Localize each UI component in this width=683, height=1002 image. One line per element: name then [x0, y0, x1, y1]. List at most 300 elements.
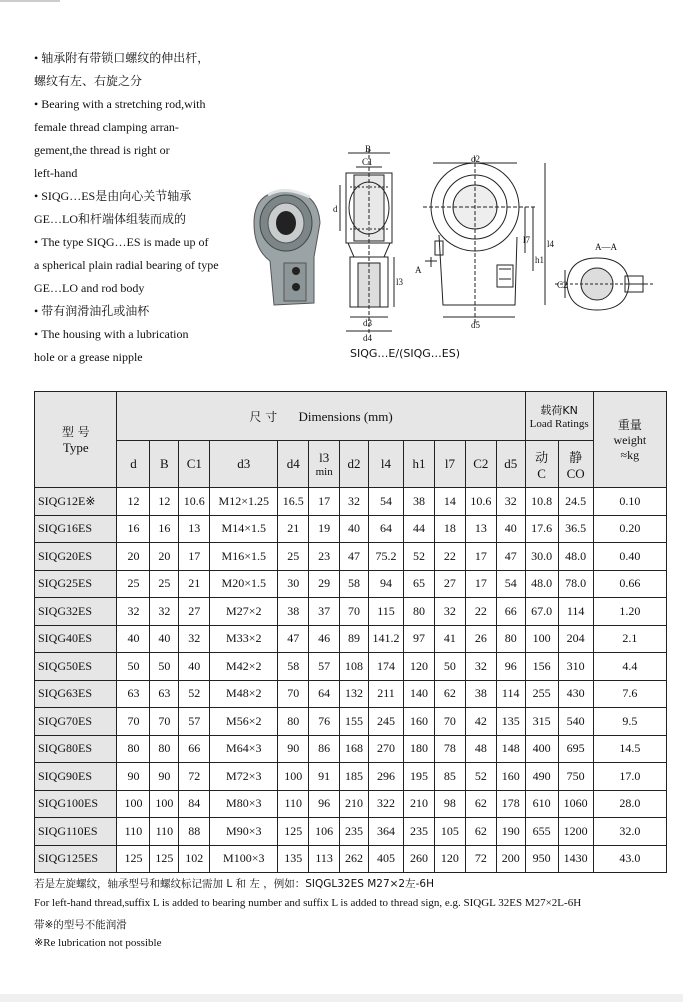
dimensions-header — [117, 392, 525, 441]
type-header-cn: 型 号 — [61, 425, 90, 439]
value-cell: 4.4 — [593, 653, 666, 681]
value-cell: 66 — [496, 598, 525, 626]
value-cell: 200 — [496, 845, 525, 873]
value-cell: 72 — [465, 845, 496, 873]
value-cell: 10.6 — [179, 488, 210, 516]
value-cell: M90×3 — [210, 818, 278, 846]
table-row — [35, 625, 667, 653]
value-cell: 102 — [179, 845, 210, 873]
value-cell: 490 — [525, 763, 558, 791]
value-cell: 260 — [404, 845, 435, 873]
value-cell: 62 — [465, 790, 496, 818]
value-cell: 20 — [150, 543, 179, 571]
value-cell: 70 — [150, 708, 179, 736]
value-cell: 80 — [150, 735, 179, 763]
value-cell: 26 — [465, 625, 496, 653]
col-l4: l4 — [368, 441, 403, 488]
value-cell: 44 — [404, 515, 435, 543]
value-cell: 2.1 — [593, 625, 666, 653]
table-row — [35, 845, 667, 873]
value-cell: 28.0 — [593, 790, 666, 818]
description-line: a spherical plain radial bearing of type — [34, 258, 219, 272]
value-cell: 72 — [179, 763, 210, 791]
col-C1: C1 — [179, 441, 210, 488]
value-cell: 174 — [368, 653, 403, 681]
value-cell: 63 — [150, 680, 179, 708]
label-C2: C2 — [557, 280, 568, 290]
value-cell: 364 — [368, 818, 403, 846]
value-cell: 40 — [340, 515, 369, 543]
description-line: • 带有润滑油孔或油杯 — [34, 301, 246, 321]
load-header — [525, 392, 593, 441]
value-cell: 52 — [179, 680, 210, 708]
weight-header-unit: ≈kg — [620, 448, 640, 462]
value-cell: 32 — [179, 625, 210, 653]
value-cell: 296 — [368, 763, 403, 791]
value-cell: 245 — [368, 708, 403, 736]
value-cell: 78.0 — [558, 570, 593, 598]
value-cell: 25 — [150, 570, 179, 598]
value-cell: 94 — [368, 570, 403, 598]
value-cell: 54 — [496, 570, 525, 598]
value-cell: 148 — [496, 735, 525, 763]
section-aa-drawing — [555, 240, 665, 320]
col-d3: d3 — [210, 441, 278, 488]
description-line: • SIQG…ES是由向心关节轴承 — [34, 186, 246, 206]
load-header-en: Load Ratings — [529, 418, 589, 430]
value-cell: 36.5 — [558, 515, 593, 543]
value-cell: 132 — [340, 680, 369, 708]
value-cell: 1200 — [558, 818, 593, 846]
value-cell: 125 — [117, 845, 150, 873]
value-cell: M56×2 — [210, 708, 278, 736]
value-cell: 70 — [278, 680, 309, 708]
col-h1: h1 — [404, 441, 435, 488]
type-header-en: Type — [62, 440, 89, 455]
value-cell: 27 — [179, 598, 210, 626]
value-cell: 40 — [150, 625, 179, 653]
value-cell: 96 — [496, 653, 525, 681]
value-cell: 67.0 — [525, 598, 558, 626]
table-row — [35, 653, 667, 681]
dimensions-header-en: Dimensions (mm) — [298, 408, 393, 424]
col-l7: l7 — [434, 441, 465, 488]
type-cell: SIQG16ES — [35, 515, 117, 543]
value-cell: 235 — [340, 818, 369, 846]
value-cell: 110 — [278, 790, 309, 818]
type-cell: SIQG32ES — [35, 598, 117, 626]
value-cell: 25 — [278, 543, 309, 571]
description-line: gement,the thread is right or — [34, 143, 170, 157]
value-cell: 80 — [404, 598, 435, 626]
type-cell: SIQG80ES — [35, 735, 117, 763]
value-cell: M80×3 — [210, 790, 278, 818]
value-cell: 13 — [465, 515, 496, 543]
type-cell: SIQG63ES — [35, 680, 117, 708]
value-cell: 62 — [434, 680, 465, 708]
value-cell: 405 — [368, 845, 403, 873]
col-l3-min: min — [315, 466, 333, 478]
value-cell: 32.0 — [593, 818, 666, 846]
value-cell: 0.66 — [593, 570, 666, 598]
value-cell: 50 — [434, 653, 465, 681]
col-dynamic-load — [525, 441, 558, 488]
value-cell: 655 — [525, 818, 558, 846]
value-cell: 38 — [404, 488, 435, 516]
value-cell: M20×1.5 — [210, 570, 278, 598]
note-left-hand-en: For left-hand thread,suffix L is added to bearing number and suffix L is added to thread sign, e.g. SIQGL 32ES M27×2L-6H — [34, 897, 582, 909]
value-cell: 16 — [150, 515, 179, 543]
value-cell: 695 — [558, 735, 593, 763]
value-cell: 315 — [525, 708, 558, 736]
value-cell: 204 — [558, 625, 593, 653]
value-cell: 86 — [309, 735, 340, 763]
value-cell: 90 — [117, 763, 150, 791]
value-cell: 66 — [179, 735, 210, 763]
value-cell: M12×1.25 — [210, 488, 278, 516]
label-d3: d3 — [363, 318, 372, 328]
col-dynamic-cn: 动 — [535, 450, 549, 466]
col-C2: C2 — [465, 441, 496, 488]
value-cell: 43.0 — [593, 845, 666, 873]
col-d: d — [117, 441, 150, 488]
col-static-en: CO — [566, 465, 585, 481]
value-cell: 610 — [525, 790, 558, 818]
weight-header-en: weight — [613, 433, 647, 447]
value-cell: 30 — [278, 570, 309, 598]
description-line: left-hand — [34, 166, 78, 180]
value-cell: 400 — [525, 735, 558, 763]
table-row — [35, 543, 667, 571]
value-cell: 38 — [278, 598, 309, 626]
label-l3: l3 — [396, 277, 404, 287]
value-cell: 125 — [278, 818, 309, 846]
value-cell: 155 — [340, 708, 369, 736]
value-cell: 105 — [434, 818, 465, 846]
value-cell: 115 — [368, 598, 403, 626]
value-cell: 48 — [465, 735, 496, 763]
description-line: • The housing with a lubrication — [34, 324, 246, 344]
value-cell: 41 — [434, 625, 465, 653]
value-cell: 210 — [404, 790, 435, 818]
value-cell: 17 — [465, 543, 496, 571]
value-cell: 135 — [496, 708, 525, 736]
value-cell: 40 — [117, 625, 150, 653]
value-cell: 270 — [368, 735, 403, 763]
value-cell: 310 — [558, 653, 593, 681]
value-cell: 32 — [496, 488, 525, 516]
type-cell: SIQG70ES — [35, 708, 117, 736]
type-cell: SIQG50ES — [35, 653, 117, 681]
col-B: B — [150, 441, 179, 488]
value-cell: 190 — [496, 818, 525, 846]
description-line: • The type SIQG…ES is made up of — [34, 232, 246, 252]
value-cell: 430 — [558, 680, 593, 708]
type-header — [35, 392, 117, 488]
value-cell: 32 — [465, 653, 496, 681]
value-cell: 48.0 — [558, 543, 593, 571]
value-cell: 46 — [309, 625, 340, 653]
label-h1: h1 — [535, 255, 544, 265]
type-cell: SIQG20ES — [35, 543, 117, 571]
value-cell: 255 — [525, 680, 558, 708]
value-cell: 90 — [150, 763, 179, 791]
table-row — [35, 763, 667, 791]
value-cell: 78 — [434, 735, 465, 763]
value-cell: M33×2 — [210, 625, 278, 653]
value-cell: 62 — [465, 818, 496, 846]
bottom-rule — [0, 994, 683, 1002]
value-cell: 91 — [309, 763, 340, 791]
value-cell: 89 — [340, 625, 369, 653]
value-cell: 262 — [340, 845, 369, 873]
value-cell: 100 — [117, 790, 150, 818]
type-cell: SIQG110ES — [35, 818, 117, 846]
value-cell: 9.5 — [593, 708, 666, 736]
value-cell: M27×2 — [210, 598, 278, 626]
note-lubrication-en: ※Re lubrication not possible — [34, 937, 162, 949]
value-cell: 32 — [150, 598, 179, 626]
value-cell: 47 — [278, 625, 309, 653]
value-cell: 98 — [434, 790, 465, 818]
value-cell: 17 — [309, 488, 340, 516]
value-cell: 21 — [179, 570, 210, 598]
value-cell: 75.2 — [368, 543, 403, 571]
col-d2: d2 — [340, 441, 369, 488]
value-cell: M48×2 — [210, 680, 278, 708]
value-cell: 16 — [117, 515, 150, 543]
value-cell: 17.0 — [593, 763, 666, 791]
label-A-A: A—A — [595, 242, 617, 252]
value-cell: 120 — [404, 653, 435, 681]
value-cell: 70 — [340, 598, 369, 626]
value-cell: 156 — [525, 653, 558, 681]
value-cell: 48.0 — [525, 570, 558, 598]
value-cell: 54 — [368, 488, 403, 516]
value-cell: 22 — [465, 598, 496, 626]
value-cell: 57 — [309, 653, 340, 681]
value-cell: 58 — [278, 653, 309, 681]
value-cell: 108 — [340, 653, 369, 681]
description-line: hole or a grease nipple — [34, 350, 143, 364]
col-l3-label: l3 — [319, 450, 330, 465]
value-cell: 32 — [434, 598, 465, 626]
col-d4: d4 — [278, 441, 309, 488]
value-cell: 106 — [309, 818, 340, 846]
col-l3 — [309, 441, 340, 488]
figure-caption: SIQG…E/(SIQG…ES) — [350, 347, 460, 360]
value-cell: 110 — [117, 818, 150, 846]
label-l7: l7 — [523, 235, 531, 245]
col-static-load — [558, 441, 593, 488]
front-view-drawing — [405, 155, 555, 335]
value-cell: 140 — [404, 680, 435, 708]
value-cell: 120 — [434, 845, 465, 873]
value-cell: 80 — [496, 625, 525, 653]
value-cell: 40 — [496, 515, 525, 543]
value-cell: 16.5 — [278, 488, 309, 516]
type-cell: SIQG40ES — [35, 625, 117, 653]
description-line: • Bearing with a stretching rod,with — [34, 94, 246, 114]
value-cell: 7.6 — [593, 680, 666, 708]
dimensions-header-cn: 尺 寸 — [249, 409, 278, 424]
value-cell: 1.20 — [593, 598, 666, 626]
label-d5: d5 — [471, 320, 480, 330]
weight-header — [593, 392, 666, 488]
table-body — [35, 488, 667, 873]
table-row — [35, 790, 667, 818]
note-left-hand-cn: 若是左旋螺纹，轴承型号和螺纹标记需加 L 和 左 ，例如：SIQGL32ES M27×2左-6H — [34, 878, 434, 890]
top-rule — [0, 0, 60, 2]
value-cell: 58 — [340, 570, 369, 598]
value-cell: 322 — [368, 790, 403, 818]
value-cell: 32 — [340, 488, 369, 516]
value-cell: M64×3 — [210, 735, 278, 763]
value-cell: 141.2 — [368, 625, 403, 653]
value-cell: 96 — [309, 790, 340, 818]
value-cell: 750 — [558, 763, 593, 791]
value-cell: 76 — [309, 708, 340, 736]
value-cell: 210 — [340, 790, 369, 818]
label-d: d — [333, 204, 338, 214]
type-cell: SIQG25ES — [35, 570, 117, 598]
value-cell: 63 — [117, 680, 150, 708]
value-cell: 23 — [309, 543, 340, 571]
value-cell: 10.8 — [525, 488, 558, 516]
col-dynamic-en: C — [537, 465, 546, 481]
value-cell: 195 — [404, 763, 435, 791]
value-cell: 57 — [179, 708, 210, 736]
value-cell: 80 — [278, 708, 309, 736]
value-cell: 17.6 — [525, 515, 558, 543]
value-cell: 25 — [117, 570, 150, 598]
value-cell: 40 — [179, 653, 210, 681]
value-cell: 30.0 — [525, 543, 558, 571]
dimensions-table — [34, 391, 667, 873]
description-line: female thread clamping arran- — [34, 120, 179, 134]
value-cell: 65 — [404, 570, 435, 598]
type-cell: SIQG12E※ — [35, 488, 117, 516]
value-cell: 114 — [496, 680, 525, 708]
value-cell: 160 — [496, 763, 525, 791]
type-cell: SIQG100ES — [35, 790, 117, 818]
value-cell: 37 — [309, 598, 340, 626]
value-cell: 0.40 — [593, 543, 666, 571]
weight-header-cn: 重量 — [617, 418, 642, 432]
type-cell: SIQG125ES — [35, 845, 117, 873]
value-cell: 180 — [404, 735, 435, 763]
value-cell: 29 — [309, 570, 340, 598]
value-cell: 0.10 — [593, 488, 666, 516]
value-cell: 64 — [368, 515, 403, 543]
product-photo — [244, 183, 330, 311]
value-cell: 12 — [150, 488, 179, 516]
value-cell: 12 — [117, 488, 150, 516]
table-row — [35, 515, 667, 543]
description-line: GE…LO和杆端体组装而成的 — [34, 212, 186, 226]
value-cell: 22 — [434, 543, 465, 571]
note-lubrication-cn: 带※的型号不能润滑 — [34, 919, 127, 931]
value-cell: 85 — [434, 763, 465, 791]
value-cell: 52 — [465, 763, 496, 791]
value-cell: 100 — [525, 625, 558, 653]
value-cell: 88 — [179, 818, 210, 846]
value-cell: 80 — [117, 735, 150, 763]
description-line: • 轴承附有带锁口螺纹的伸出杆， — [34, 48, 246, 68]
value-cell: 84 — [179, 790, 210, 818]
value-cell: 24.5 — [558, 488, 593, 516]
load-header-cn: 载荷KN — [540, 404, 578, 417]
value-cell: 13 — [179, 515, 210, 543]
value-cell: 1060 — [558, 790, 593, 818]
value-cell: 160 — [404, 708, 435, 736]
table-row — [35, 818, 667, 846]
value-cell: 1430 — [558, 845, 593, 873]
value-cell: 113 — [309, 845, 340, 873]
col-static-cn: 静 — [569, 450, 583, 466]
label-B: B — [365, 145, 372, 154]
value-cell: 19 — [309, 515, 340, 543]
table-row — [35, 598, 667, 626]
description-line: 螺纹有左、右旋之分 — [34, 74, 143, 88]
value-cell: M16×1.5 — [210, 543, 278, 571]
value-cell: 21 — [278, 515, 309, 543]
description-line: GE…LO and rod body — [34, 281, 145, 295]
label-d2: d2 — [471, 155, 480, 164]
value-cell: 70 — [434, 708, 465, 736]
description-bullets — [34, 48, 246, 370]
value-cell: M100×3 — [210, 845, 278, 873]
value-cell: 540 — [558, 708, 593, 736]
col-d5: d5 — [496, 441, 525, 488]
value-cell: 38 — [465, 680, 496, 708]
type-cell: SIQG90ES — [35, 763, 117, 791]
value-cell: 52 — [404, 543, 435, 571]
value-cell: 110 — [150, 818, 179, 846]
value-cell: 90 — [278, 735, 309, 763]
label-A: A — [415, 265, 422, 275]
value-cell: 135 — [278, 845, 309, 873]
value-cell: 97 — [404, 625, 435, 653]
value-cell: 47 — [340, 543, 369, 571]
value-cell: 50 — [150, 653, 179, 681]
value-cell: 211 — [368, 680, 403, 708]
label-C1: C1 — [362, 157, 373, 167]
value-cell: 950 — [525, 845, 558, 873]
value-cell: 125 — [150, 845, 179, 873]
table-row — [35, 708, 667, 736]
value-cell: 32 — [117, 598, 150, 626]
value-cell: 64 — [309, 680, 340, 708]
value-cell: 114 — [558, 598, 593, 626]
value-cell: 100 — [278, 763, 309, 791]
label-l4: l4 — [547, 239, 555, 249]
value-cell: 185 — [340, 763, 369, 791]
table-row — [35, 680, 667, 708]
value-cell: 18 — [434, 515, 465, 543]
value-cell: 27 — [434, 570, 465, 598]
value-cell: 42 — [465, 708, 496, 736]
value-cell: 70 — [117, 708, 150, 736]
value-cell: 10.6 — [465, 488, 496, 516]
value-cell: 100 — [150, 790, 179, 818]
table-row — [35, 735, 667, 763]
value-cell: 50 — [117, 653, 150, 681]
value-cell: 168 — [340, 735, 369, 763]
value-cell: 47 — [496, 543, 525, 571]
value-cell: 20 — [117, 543, 150, 571]
value-cell: 0.20 — [593, 515, 666, 543]
